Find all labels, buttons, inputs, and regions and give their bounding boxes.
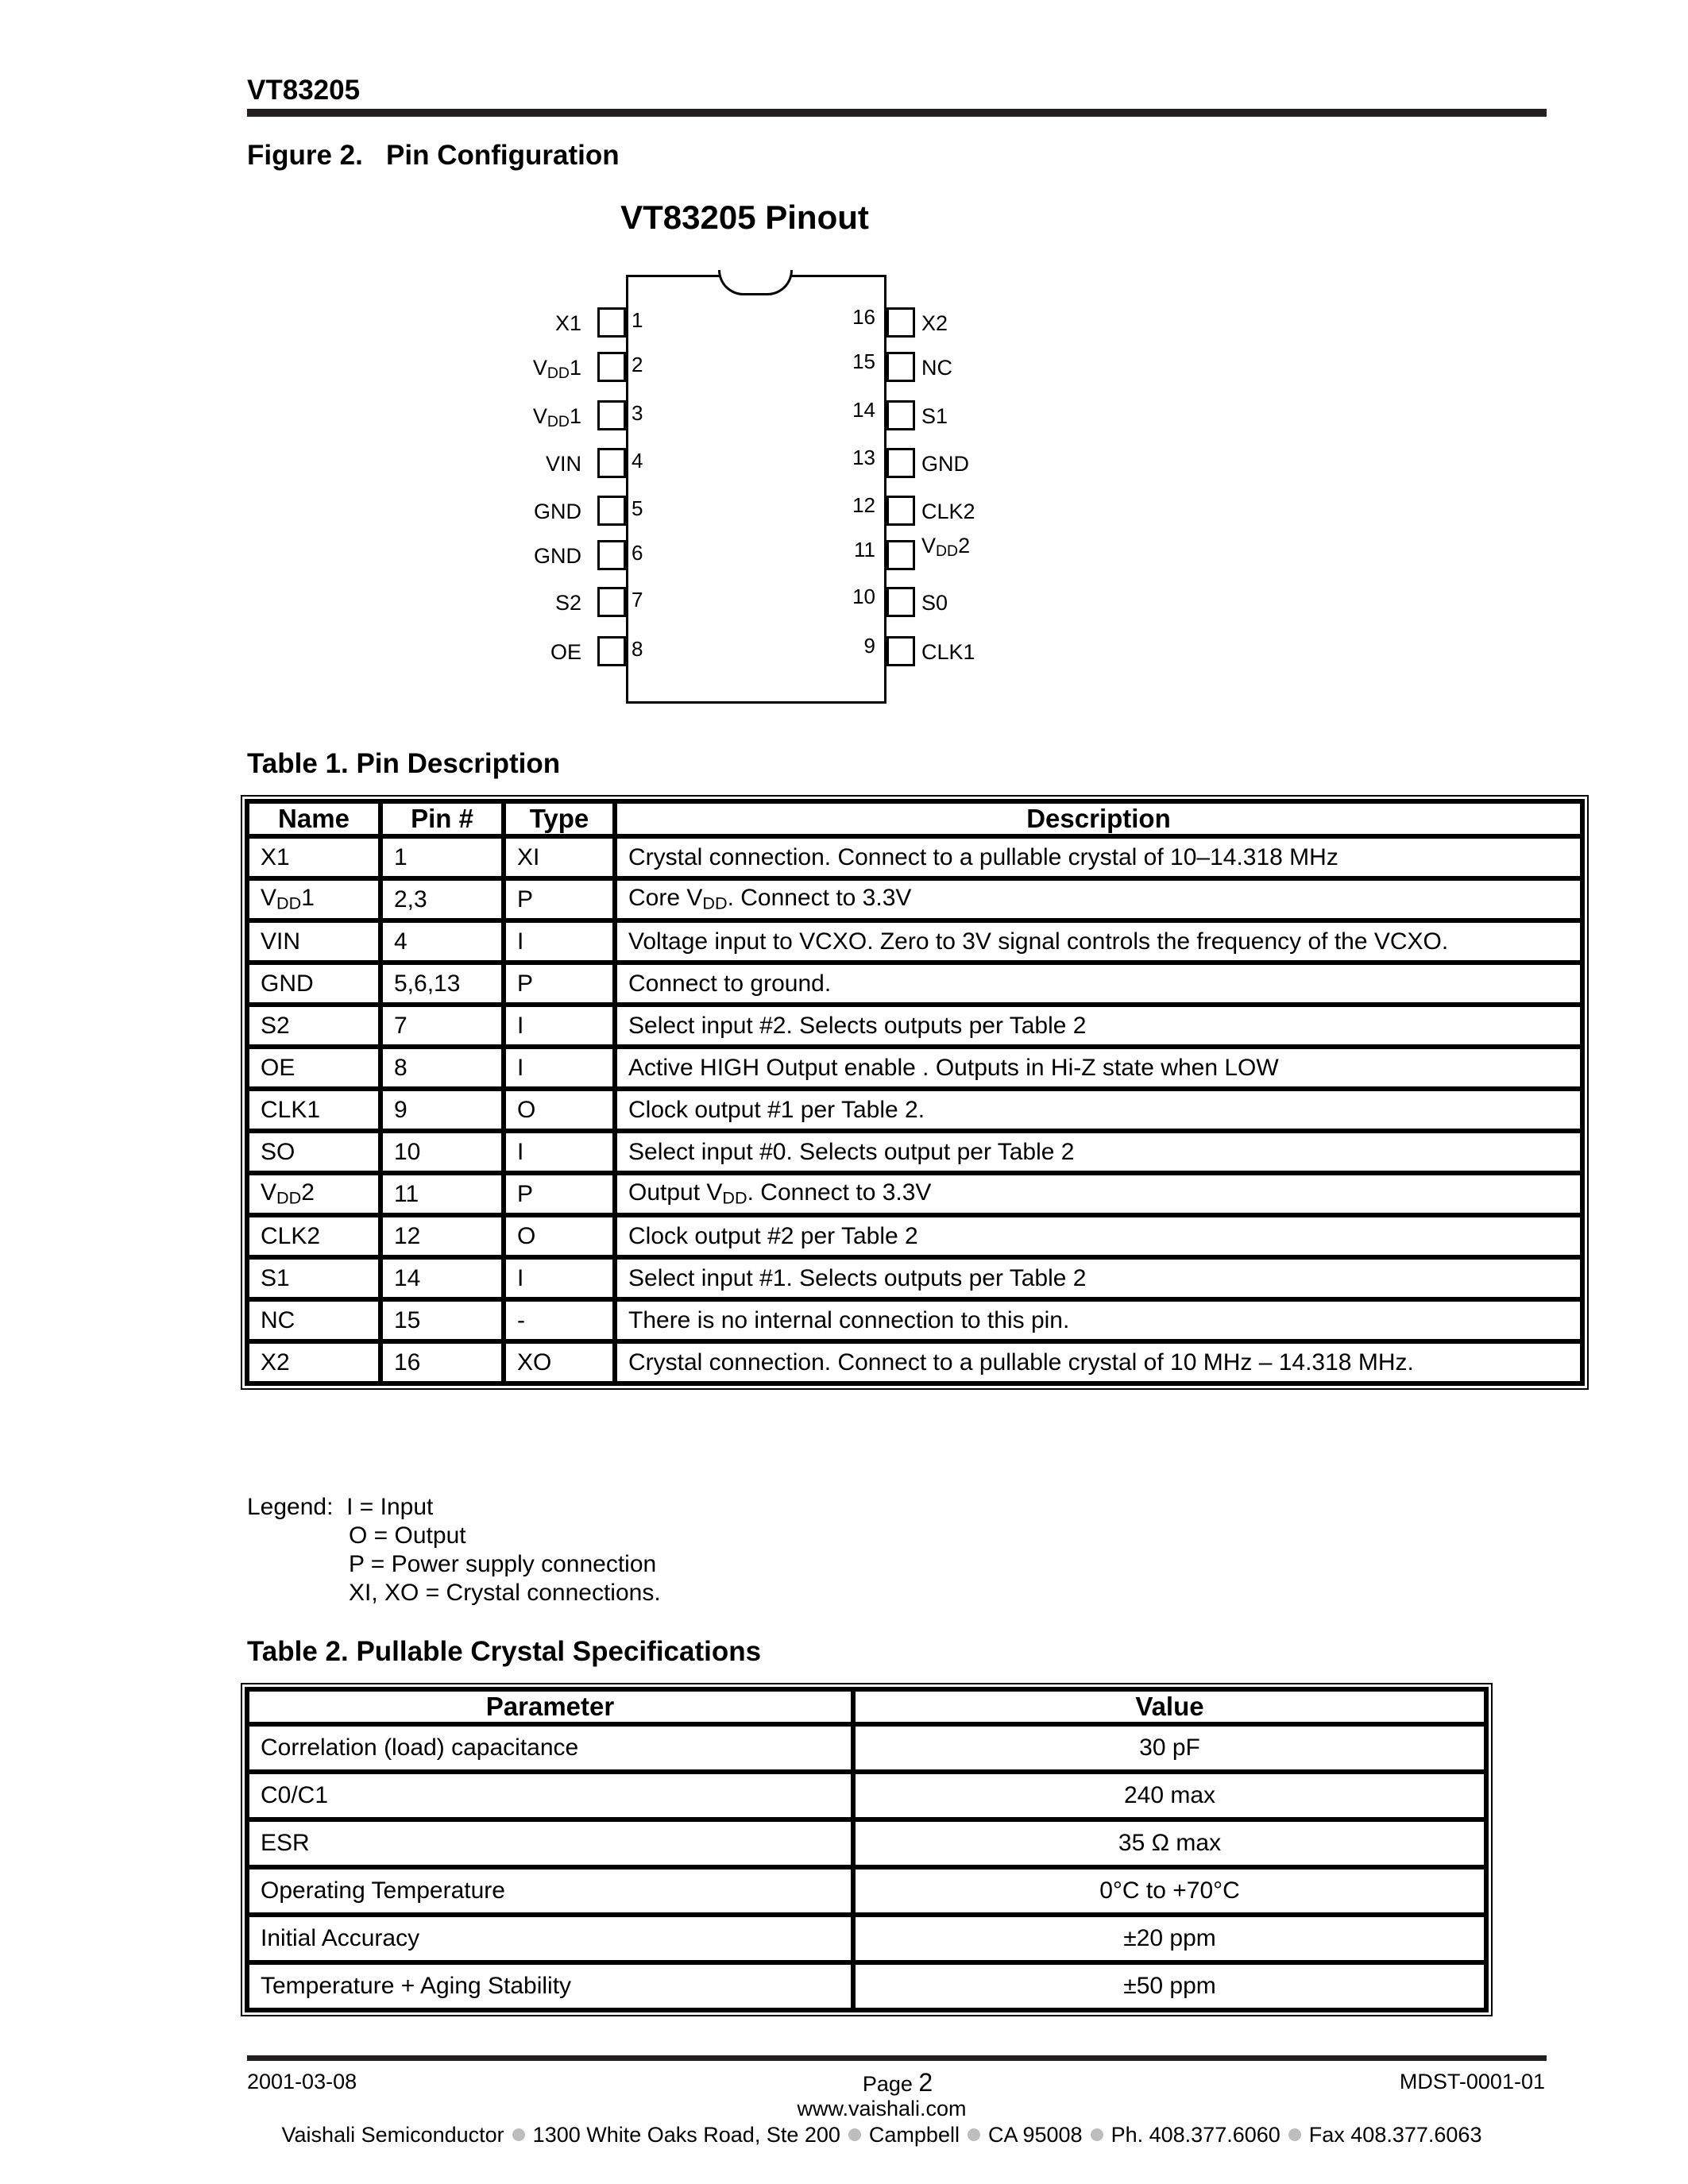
col-header-parameter: Parameter bbox=[247, 1689, 853, 1724]
cell-value: 240 max bbox=[853, 1772, 1486, 1819]
crystal-spec-table bbox=[245, 1687, 1489, 2012]
cell-name: GND bbox=[247, 963, 380, 1005]
address-part: Vaishali Semiconductor bbox=[281, 2123, 504, 2147]
footer-date: 2001-03-08 bbox=[247, 2070, 357, 2093]
cell-value: ±50 ppm bbox=[853, 1962, 1486, 2010]
pin-number: 9 bbox=[863, 634, 875, 658]
pin-number: 6 bbox=[632, 541, 643, 565]
subscript: DD bbox=[702, 893, 728, 913]
cell-name: $V_{DD}2$ bbox=[247, 1173, 380, 1215]
pin-label: CLK2 bbox=[921, 500, 975, 523]
col-header-description: Description bbox=[615, 801, 1582, 836]
cell-name: CLK1 bbox=[247, 1089, 380, 1131]
cell-parameter: Temperature + Aging Stability bbox=[247, 1962, 853, 2010]
pin-box bbox=[886, 352, 915, 382]
pin-box bbox=[597, 496, 626, 526]
pin-label: S1 bbox=[921, 404, 948, 428]
footer-rule bbox=[247, 2055, 1547, 2061]
cell-type: I bbox=[504, 1257, 615, 1299]
pin-label: S0 bbox=[921, 591, 948, 615]
pin-box bbox=[597, 540, 626, 570]
cell-pin: 5,6,13 bbox=[380, 963, 504, 1005]
cell-pin: 2,3 bbox=[380, 878, 504, 920]
pin-number: 1 bbox=[632, 308, 643, 332]
cell-type: I bbox=[504, 1047, 615, 1089]
cell-description: Crystal connection. Connect to a pullable crystal of 10 MHz – 14.318 MHz. bbox=[615, 1341, 1582, 1383]
table2-caption: Table 2. Pullable Crystal Specifications bbox=[247, 1636, 762, 1667]
table-row bbox=[247, 1772, 1486, 1819]
table-row bbox=[247, 1867, 1486, 1915]
header-rule bbox=[247, 109, 1547, 117]
address-part: Ph. 408.377.6060 bbox=[1111, 2123, 1280, 2147]
cell-type: O bbox=[504, 1089, 615, 1131]
subscript: DD bbox=[547, 412, 570, 430]
cell-name: X1 bbox=[247, 836, 380, 878]
cell-pin: 11 bbox=[380, 1173, 504, 1215]
cell-pin: 1 bbox=[380, 836, 504, 878]
cell-pin: 9 bbox=[380, 1089, 504, 1131]
pin-label: VIN bbox=[545, 452, 581, 476]
cell-description: Crystal connection. Connect to a pullable crystal of 10–14.318 MHz bbox=[615, 836, 1582, 878]
cell-pin: 14 bbox=[380, 1257, 504, 1299]
cell-pin: 7 bbox=[380, 1005, 504, 1047]
cell-description: Connect to ground. bbox=[615, 963, 1582, 1005]
cell-type: - bbox=[504, 1299, 615, 1341]
legend bbox=[247, 1493, 661, 1607]
table1-caption: Table 1. Pin Description bbox=[247, 748, 561, 779]
pin-box bbox=[597, 448, 626, 478]
subscript: DD bbox=[936, 542, 959, 560]
pin-number: 14 bbox=[852, 398, 875, 422]
cell-parameter: Initial Accuracy bbox=[247, 1915, 853, 1962]
pin-number: 12 bbox=[852, 493, 875, 517]
cell-name: S1 bbox=[247, 1257, 380, 1299]
cell-type: O bbox=[504, 1215, 615, 1257]
cell-type: P bbox=[504, 963, 615, 1005]
bullet-separator bbox=[848, 2128, 861, 2141]
cell-type: XO bbox=[504, 1341, 615, 1383]
pin-box bbox=[597, 400, 626, 430]
legend-item: O = Output bbox=[349, 1522, 466, 1549]
table-row bbox=[247, 920, 1582, 963]
pin-box bbox=[597, 352, 626, 382]
cell-type: P bbox=[504, 878, 615, 920]
pin-label: VDD2 bbox=[921, 534, 971, 560]
document-id: VT83205 bbox=[247, 75, 361, 106]
pin-number: 11 bbox=[854, 538, 875, 561]
pin-label: OE bbox=[550, 640, 581, 664]
table-row bbox=[247, 1173, 1582, 1215]
pin-label: X1 bbox=[554, 311, 581, 335]
pin-box bbox=[886, 448, 915, 478]
pin-number: 7 bbox=[632, 588, 643, 612]
pin-box bbox=[886, 400, 915, 430]
subscript: DD bbox=[276, 893, 302, 913]
pin-box bbox=[597, 636, 626, 666]
cell-value: ±20 ppm bbox=[853, 1915, 1486, 1962]
cell-name: X2 bbox=[247, 1341, 380, 1383]
cell-pin: 10 bbox=[380, 1131, 504, 1173]
pin-number: 4 bbox=[632, 449, 643, 473]
figure-caption: Figure 2. Pin Configuration bbox=[247, 140, 620, 171]
pin-number: 3 bbox=[632, 401, 643, 425]
cell-description: There is no internal connection to this pin. bbox=[615, 1299, 1582, 1341]
pin-label: GND bbox=[534, 544, 581, 568]
cell-description: Clock output #1 per Table 2. bbox=[615, 1089, 1582, 1131]
cell-description: Select input #1. Selects outputs per Table 2 bbox=[615, 1257, 1582, 1299]
cell-value: 30 pF bbox=[853, 1724, 1486, 1772]
cell-type: P bbox=[504, 1173, 615, 1215]
col-header-type: Type bbox=[504, 801, 615, 836]
pin-number: 10 bbox=[852, 585, 875, 608]
pin-description-table bbox=[245, 799, 1585, 1386]
footer-doc-number: MDST-0001-01 bbox=[1399, 2070, 1545, 2093]
pin-number: 15 bbox=[852, 349, 875, 373]
pin-box bbox=[886, 540, 915, 570]
col-header-name: Name bbox=[247, 801, 380, 836]
table-row bbox=[247, 1131, 1582, 1173]
cell-value: 35 Ω max bbox=[853, 1819, 1486, 1867]
table-row bbox=[247, 878, 1582, 920]
cell-description: Active HIGH Output enable . Outputs in Hi-Z state when LOW bbox=[615, 1047, 1582, 1089]
pin-number: 5 bbox=[632, 496, 643, 520]
cell-parameter: C0/C1 bbox=[247, 1772, 853, 1819]
table-header-row bbox=[247, 1689, 1486, 1724]
address-part: CA 95008 bbox=[987, 2123, 1083, 2147]
cell-pin: 16 bbox=[380, 1341, 504, 1383]
table-row bbox=[247, 1257, 1582, 1299]
subscript: DD bbox=[276, 1187, 302, 1208]
cell-name: S2 bbox=[247, 1005, 380, 1047]
pin-box bbox=[886, 587, 915, 617]
pin-box bbox=[886, 307, 915, 338]
table-row bbox=[247, 1047, 1582, 1089]
cell-name: SO bbox=[247, 1131, 380, 1173]
cell-parameter: Correlation (load) capacitance bbox=[247, 1724, 853, 1772]
legend-item: I = Input bbox=[346, 1494, 434, 1520]
cell-name: $V_{DD}1$ bbox=[247, 878, 380, 920]
cell-description: Clock output #2 per Table 2 bbox=[615, 1215, 1582, 1257]
pin-label: VDD1 bbox=[532, 356, 581, 382]
cell-name: CLK2 bbox=[247, 1215, 380, 1257]
table-row bbox=[247, 1819, 1486, 1867]
pin-number: 13 bbox=[852, 446, 875, 469]
cell-pin: 8 bbox=[380, 1047, 504, 1089]
pin-box bbox=[597, 587, 626, 617]
address-part: Campbell bbox=[868, 2123, 960, 2147]
pin-label: VDD1 bbox=[532, 404, 581, 430]
bullet-separator bbox=[512, 2128, 525, 2141]
table-header-row bbox=[247, 801, 1582, 836]
col-header-value: Value bbox=[853, 1689, 1486, 1724]
table-row bbox=[247, 1215, 1582, 1257]
cell-description: Select input #0. Selects output per Table 2 bbox=[615, 1131, 1582, 1173]
bullet-separator bbox=[1091, 2128, 1103, 2141]
legend-label: Legend: bbox=[247, 1494, 334, 1520]
pin-label: X2 bbox=[921, 311, 948, 335]
cell-type: I bbox=[504, 920, 615, 963]
legend-item: P = Power supply connection bbox=[349, 1551, 657, 1577]
cell-parameter: ESR bbox=[247, 1819, 853, 1867]
legend-item: XI, XO = Crystal connections. bbox=[349, 1580, 661, 1606]
cell-pin: 15 bbox=[380, 1299, 504, 1341]
table-row bbox=[247, 1341, 1582, 1383]
cell-type: XI bbox=[504, 836, 615, 878]
bullet-separator bbox=[1288, 2128, 1301, 2141]
pin-label: CLK1 bbox=[921, 640, 975, 664]
pin-number: 8 bbox=[632, 637, 643, 661]
pin-label: GND bbox=[534, 500, 581, 523]
pin-label: GND bbox=[921, 452, 969, 476]
cell-description: Select input #2. Selects outputs per Table 2 bbox=[615, 1005, 1582, 1047]
table-row bbox=[247, 1915, 1486, 1962]
cell-pin: 4 bbox=[380, 920, 504, 963]
table-row bbox=[247, 1005, 1582, 1047]
col-header-pin: Pin # bbox=[380, 801, 504, 836]
bullet-separator bbox=[968, 2128, 980, 2141]
cell-name: VIN bbox=[247, 920, 380, 963]
address-part: Fax 408.377.6063 bbox=[1308, 2123, 1482, 2147]
cell-parameter: Operating Temperature bbox=[247, 1867, 853, 1915]
pin-label: S2 bbox=[554, 591, 581, 615]
cell-name: NC bbox=[247, 1299, 380, 1341]
cell-pin: 12 bbox=[380, 1215, 504, 1257]
table-row bbox=[247, 836, 1582, 878]
address-part: 1300 White Oaks Road, Ste 200 bbox=[532, 2123, 840, 2147]
cell-type: I bbox=[504, 1005, 615, 1047]
cell-description: Voltage input to VCXO. Zero to 3V signal controls the frequency of the VCXO. bbox=[615, 920, 1582, 963]
pinout-title: VT83205 Pinout bbox=[620, 199, 869, 236]
cell-value: 0°C to +70°C bbox=[853, 1867, 1486, 1915]
table-row bbox=[247, 1299, 1582, 1341]
footer-website: www.vaishali.com bbox=[797, 2097, 967, 2120]
pin-number: 2 bbox=[632, 353, 643, 376]
footer-address bbox=[0, 2123, 1688, 2147]
cell-name: OE bbox=[247, 1047, 380, 1089]
subscript: DD bbox=[547, 364, 570, 382]
pin-label: NC bbox=[921, 356, 952, 380]
pin-box bbox=[886, 496, 915, 526]
table-row bbox=[247, 1962, 1486, 2010]
pin-number: 16 bbox=[852, 305, 875, 329]
pin-box bbox=[886, 636, 915, 666]
pin-box bbox=[597, 307, 626, 338]
table-row bbox=[247, 963, 1582, 1005]
page-number: 2 bbox=[918, 2068, 933, 2097]
page-label: Page bbox=[862, 2072, 913, 2096]
table-row bbox=[247, 1724, 1486, 1772]
cell-description: Output $V_{DD}$. Connect to 3.3V bbox=[615, 1173, 1582, 1215]
cell-description: Core $V_{DD}$. Connect to 3.3V bbox=[615, 878, 1582, 920]
cell-type: I bbox=[504, 1131, 615, 1173]
subscript: DD bbox=[722, 1187, 747, 1208]
table-row bbox=[247, 1089, 1582, 1131]
